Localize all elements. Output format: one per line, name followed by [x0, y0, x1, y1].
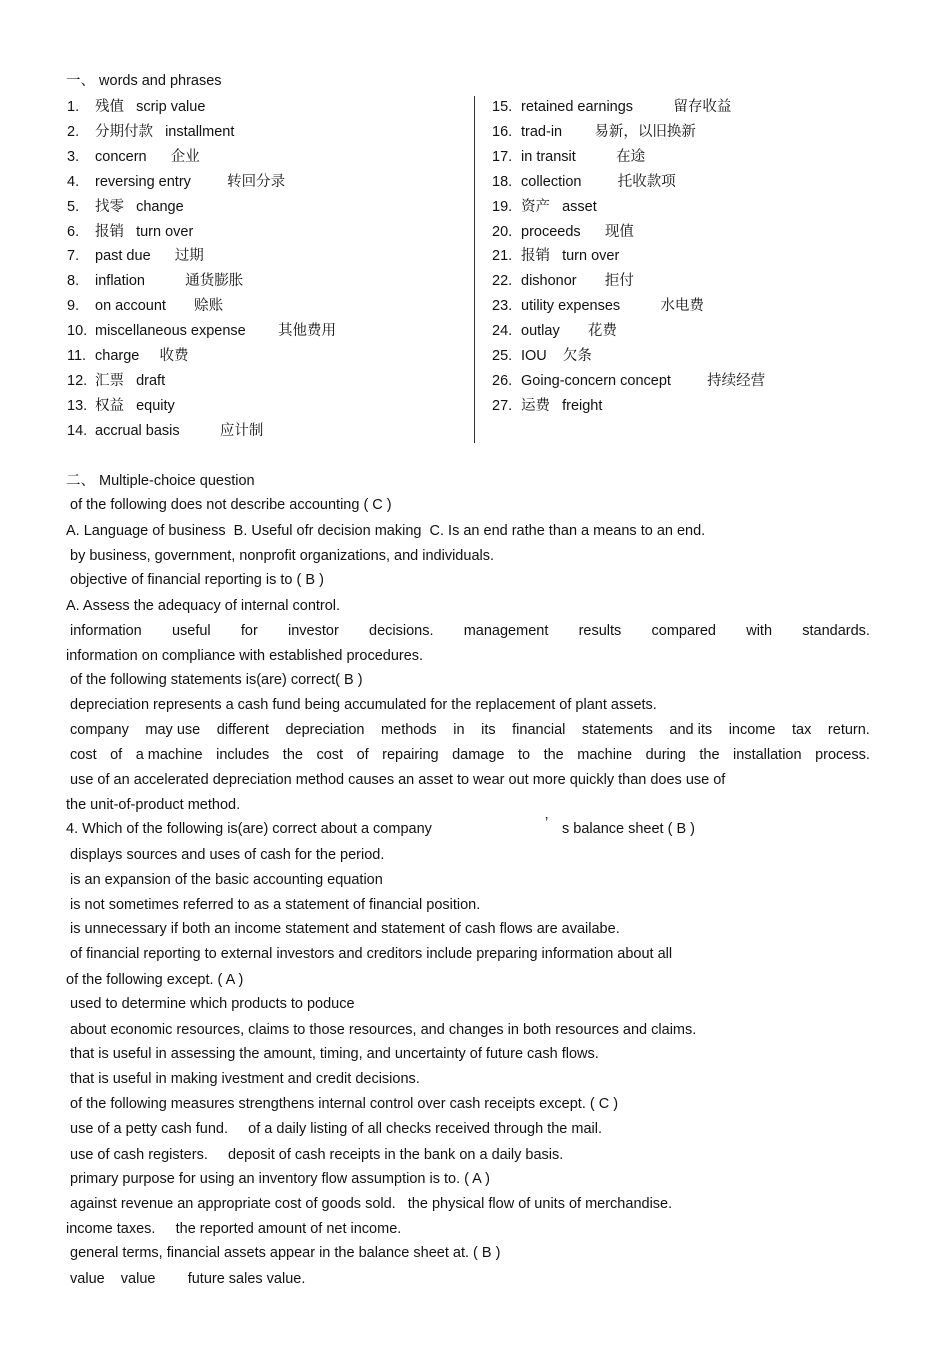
mcq-text-line: use of an accelerated depreciation method causes an asset to wear out more quickly than does use of	[66, 772, 726, 788]
column-divider	[474, 96, 475, 443]
mcq-text-line: against revenue an appropriate cost of goods sold. the physical flow of units of merchandise.	[66, 1196, 673, 1212]
vocab-item-text: inflation 通货膨胀	[95, 273, 244, 290]
vocab-item-number: 21.	[492, 248, 513, 265]
word: may use	[145, 722, 201, 738]
vocab-item	[67, 148, 200, 166]
word: of	[356, 747, 369, 763]
vocab-item-number: 26.	[492, 372, 513, 389]
mcq-text-line: about economic resources, claims to those resources, and changes in both resources and claims.	[66, 1022, 697, 1038]
vocab-item-number: 1.	[67, 99, 80, 115]
vocab-item	[67, 347, 189, 365]
word: return.	[827, 722, 870, 738]
word: to	[517, 747, 531, 763]
mcq-text-line: by business, government, nonprofit organizations, and individuals.	[66, 548, 495, 564]
word: decisions.	[369, 623, 434, 639]
vocab-item-number: 27.	[492, 397, 513, 414]
vocab-item-number: 19.	[492, 198, 513, 215]
vocab-item	[492, 98, 732, 116]
vocab-item-text: collection 托收款项	[521, 173, 676, 190]
question-text: 4. Which of the following is(are) correct about a company	[66, 821, 432, 837]
vocab-item-text: 报销 turn over	[521, 248, 620, 265]
mcq-text-line: of financial reporting to external investors and creditors include preparing information about all	[66, 946, 673, 962]
mcq-text-line: that is useful in making ivestment and credit decisions.	[66, 1071, 420, 1087]
word: management	[463, 623, 549, 639]
word: company	[70, 722, 129, 738]
word: compared	[651, 623, 716, 639]
word: and its	[669, 722, 713, 738]
vocab-item-text: 分期付款 installment	[95, 123, 235, 140]
vocab-item-text: 资产 asset	[521, 198, 597, 215]
mcq-text-line: A. Language of business B. Useful ofr decision making C. Is an end rathe than a means to an end.	[66, 523, 706, 539]
mcq-text-line: value value future sales value.	[66, 1271, 306, 1287]
vocab-item	[492, 347, 592, 365]
vocab-item	[67, 272, 244, 290]
word: investor	[288, 623, 339, 639]
mcq-text-line: A. Assess the adequacy of internal control.	[66, 598, 341, 614]
vocab-item	[492, 297, 704, 315]
vocab-item-text: charge 收费	[95, 348, 189, 364]
vocab-item-text: in transit 在途	[521, 148, 646, 165]
vocab-item-number: 4.	[67, 173, 80, 190]
vocab-item-text: 找零 change	[95, 198, 184, 215]
word: of	[110, 747, 123, 763]
word: tax	[792, 722, 812, 738]
mcq-text-line: general terms, financial assets appear in the balance sheet at. ( B )	[66, 1245, 501, 1261]
mcq-text-line: use of a petty cash fund. of a daily listing of all checks received through the mail.	[66, 1121, 602, 1137]
vocab-item-text: reversing entry 转回分录	[95, 173, 286, 190]
vocab-item-number: 24.	[492, 323, 513, 340]
vocab-item-text: utility expenses 水电费	[521, 298, 704, 315]
word: cost	[70, 747, 97, 763]
word: in	[453, 722, 465, 738]
mcq-text-line: of the following except. ( A )	[66, 972, 244, 988]
vocab-item	[67, 372, 166, 390]
word: the	[282, 747, 303, 763]
mcq-text-line: of the following statements is(are) correct( B )	[66, 672, 363, 688]
vocab-item	[492, 372, 766, 390]
vocab-item-number: 22.	[492, 273, 513, 290]
vocab-item-number: 17.	[492, 148, 513, 165]
word: damage	[452, 747, 505, 763]
word: information	[70, 623, 142, 639]
vocab-item-number: 18.	[492, 173, 513, 190]
word: machine	[577, 747, 633, 763]
mcq-option-line	[70, 721, 870, 739]
word: methods	[381, 722, 437, 738]
mcq-text-line: objective of financial reporting is to ( B )	[66, 572, 324, 588]
vocab-item	[492, 148, 646, 166]
mcq-text-line: that is useful in assessing the amount, timing, and uncertainty of future cash flows.	[66, 1046, 599, 1062]
vocab-item-text: Going-concern concept 持续经营	[521, 372, 766, 389]
word: financial	[512, 722, 566, 738]
word: statements	[581, 722, 653, 738]
mcq-text-line: is an expansion of the basic accounting equation	[66, 872, 383, 888]
vocab-item-number: 23.	[492, 298, 513, 315]
mcq-text-line: depreciation represents a cash fund being accumulated for the replacement of plant assets.	[66, 697, 657, 713]
vocab-item	[492, 322, 617, 340]
vocab-item-text: 权益 equity	[95, 397, 175, 414]
vocab-item	[67, 223, 194, 241]
vocab-item-number: 20.	[492, 223, 513, 240]
vocab-item	[492, 223, 634, 241]
mcq-text-line: the unit-of-product method.	[66, 797, 241, 813]
vocab-item-number: 11.	[67, 348, 87, 364]
word: standards.	[802, 623, 870, 639]
section-heading-mcq: 二、 Multiple-choice question	[66, 473, 255, 489]
vocab-item	[67, 297, 224, 315]
mcq-text-line: used to determine which products to poduce	[66, 996, 355, 1012]
vocab-item	[67, 173, 286, 191]
apostrophe: ’	[545, 815, 549, 831]
vocab-item-text: 报销 turn over	[95, 223, 194, 240]
word: for	[240, 623, 258, 639]
vocab-item	[67, 198, 184, 216]
word: process.	[815, 747, 870, 763]
word: results	[578, 623, 622, 639]
vocab-item-text: miscellaneous expense 其他费用	[95, 323, 336, 340]
vocab-item-number: 8.	[67, 273, 80, 290]
mcq-text-line: income taxes. the reported amount of net income.	[66, 1221, 402, 1237]
vocab-item	[67, 322, 336, 340]
vocab-item	[492, 397, 603, 415]
vocab-item-text: concern 企业	[95, 148, 200, 165]
vocab-item	[67, 247, 204, 265]
vocab-item	[492, 173, 676, 191]
vocab-item-text: 运费 freight	[521, 397, 603, 414]
vocab-item	[492, 198, 597, 216]
word: the	[543, 747, 564, 763]
section-heading-words: 一、 words and phrases	[66, 73, 222, 89]
vocab-item-text: past due 过期	[95, 248, 204, 265]
word: installation	[733, 747, 802, 763]
vocab-item-text: retained earnings 留存收益	[521, 99, 732, 115]
vocab-item-text: outlay 花费	[521, 323, 617, 340]
word: during	[645, 747, 686, 763]
vocab-item-number: 7.	[67, 248, 80, 265]
vocab-item-number: 16.	[492, 123, 513, 140]
word: a machine	[135, 747, 203, 763]
word: includes	[216, 747, 270, 763]
vocab-item-number: 9.	[67, 298, 80, 315]
vocab-item-number: 13.	[67, 397, 88, 414]
word: cost	[316, 747, 344, 763]
vocab-item-text: dishonor 拒付	[521, 273, 634, 290]
word: useful	[171, 623, 211, 639]
vocab-item	[67, 422, 264, 440]
vocab-item-number: 14.	[67, 422, 88, 439]
vocab-item-text: trad-in 易新，以旧换新	[521, 123, 696, 140]
vocab-item	[492, 247, 620, 265]
word: depreciation	[285, 722, 365, 738]
vocab-item-text: 汇票 draft	[95, 372, 166, 389]
vocab-item-number: 15.	[492, 99, 513, 115]
vocab-item	[67, 397, 175, 415]
mcq-text-line: use of cash registers. deposit of cash receipts in the bank on a daily basis.	[66, 1147, 564, 1163]
mcq-option-line	[70, 746, 870, 764]
vocab-item-number: 6.	[67, 223, 80, 240]
mcq-text-line: of the following does not describe accounting ( C )	[66, 497, 392, 513]
vocab-item-text: 残值 scrip value	[95, 99, 206, 115]
mcq-text-line: of the following measures strengthens internal control over cash receipts except. ( C )	[66, 1096, 619, 1112]
vocab-item-number: 2.	[67, 123, 80, 140]
vocab-item	[67, 123, 235, 141]
vocab-item-number: 3.	[67, 148, 80, 165]
vocab-item-number: 10.	[67, 323, 88, 340]
mcq-text-line: displays sources and uses of cash for the period.	[66, 847, 385, 863]
word: income	[728, 722, 776, 738]
mcq-question-line	[66, 815, 695, 838]
mcq-text-line: is unnecessary if both an income statement and statement of cash flows are availabe.	[66, 921, 620, 937]
vocab-item-text: accrual basis 应计制	[95, 422, 264, 439]
vocab-item-text: proceeds 现值	[521, 223, 634, 240]
vocab-item-number: 12.	[67, 372, 88, 389]
vocab-item-text: on account 赊账	[95, 298, 224, 315]
vocab-item	[67, 98, 206, 116]
word: its	[481, 722, 496, 738]
vocab-item	[492, 123, 696, 141]
word: with	[746, 623, 773, 639]
word: repairing	[382, 747, 439, 763]
word: the	[699, 747, 720, 763]
mcq-text-line: information on compliance with established procedures.	[66, 648, 424, 664]
vocab-item-number: 25.	[492, 348, 513, 364]
word: different	[216, 722, 269, 738]
question-text: s balance sheet ( B )	[562, 821, 695, 837]
vocab-item-text: IOU 欠条	[521, 348, 592, 364]
mcq-option-line	[70, 622, 870, 640]
mcq-text-line: is not sometimes referred to as a statement of financial position.	[66, 897, 481, 913]
mcq-text-line: primary purpose for using an inventory flow assumption is to. ( A )	[66, 1171, 490, 1187]
vocab-item-number: 5.	[67, 198, 80, 215]
vocab-item	[492, 272, 634, 290]
